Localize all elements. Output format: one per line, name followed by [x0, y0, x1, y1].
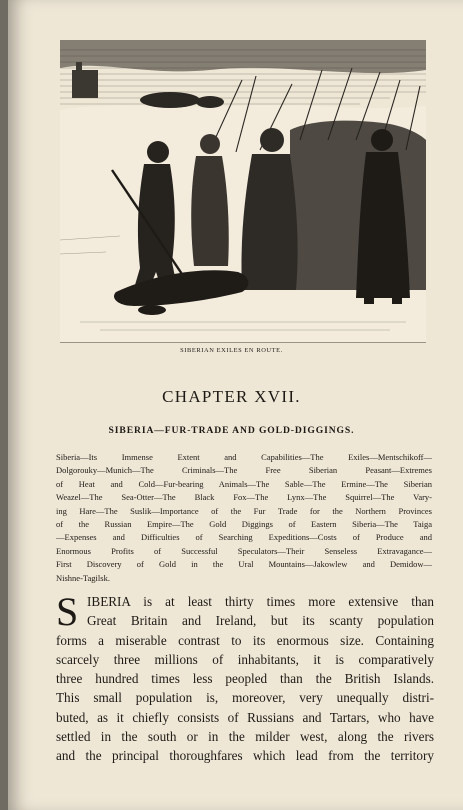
drop-cap: S [56, 589, 79, 634]
summary-line: Enormous Profits of Successful Speculators—Their Senseless Extravagance— [56, 545, 432, 556]
chapter-summary [56, 451, 432, 585]
body-line: This small population is, moreover, very unequally distri- [56, 690, 434, 706]
summary-line: Dolgorouky—Munich—The Criminals—The Free Siberian Peasant—Extremes [56, 465, 432, 476]
body-line: forms a miserable contrast to its enormous size. Containing [56, 632, 434, 648]
body-line: scarcely three millions of inhabitants, it is comparatively [56, 651, 434, 667]
body-paragraph [56, 589, 434, 766]
body-line: IBERIA is at least thirty times more extensive than [87, 594, 434, 609]
engraving-illustration [60, 40, 426, 343]
body-line: buted, as it chiefly consists of Russians and Tartars, who have [56, 709, 434, 725]
chapter-subtitle: SIBERIA—FUR-TRADE AND GOLD-DIGGINGS. [108, 425, 355, 436]
figure-caption: SIBERIAN EXILES EN ROUTE. [180, 347, 283, 354]
summary-line: Nishne-Tagilsk. [56, 572, 110, 583]
summary-line: Weazel—The Sea-Otter—The Black Fox—The Lynx—The Squirrel—The Vary- [56, 492, 432, 503]
summary-line: of Heat and Cold—Fur-bearing Animals—The Sable—The Ermine—The Siberian [56, 478, 432, 489]
summary-line: Siberia—Its Immense Extent and Capabilities—The Exiles—Mentschikoff— [56, 452, 432, 462]
body-line: Great Britain and Ireland, but its scanty population [87, 613, 434, 629]
summary-line: First Discovery of Gold in the Ural Mountains—Jakowlew and Demidow— [56, 559, 432, 570]
body-line: and the principal thoroughfares which lead from the territory [56, 748, 434, 764]
summary-line: of the Russian Empire—The Gold Diggings of Eastern Siberia—The Taiga [56, 519, 432, 530]
chapter-title: CHAPTER XVII. [162, 387, 301, 406]
body-line: settled in the south or in the milder west, along the rivers [56, 729, 434, 745]
summary-line: —Expenses and Difficulties of Searching Expeditions—Costs of Produce and [56, 532, 432, 543]
summary-line: ing Hare—The Suslik—Importance of the Fur Trade for the Northern Provinces [56, 505, 432, 516]
body-line: three hundred times less peopled than the British Islands. [56, 671, 434, 687]
